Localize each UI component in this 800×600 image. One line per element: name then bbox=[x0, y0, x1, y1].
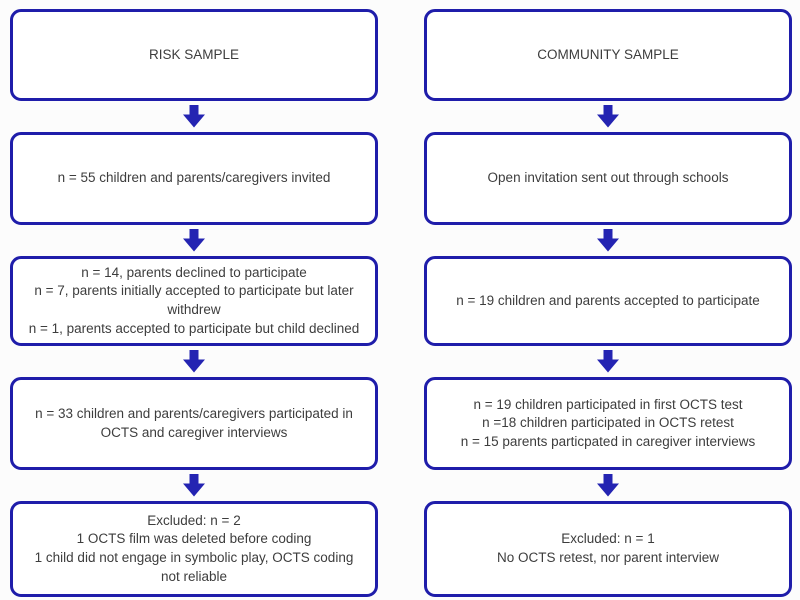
box-text-line: n = 33 children and parents/caregivers participated in OCTS and caregiver interviews bbox=[35, 405, 353, 440]
box-text-line: n = 55 children and parents/caregivers invited bbox=[57, 170, 331, 186]
box-risk-invited bbox=[10, 132, 378, 225]
box-text-line: No OCTS retest, nor parent interview bbox=[496, 550, 720, 565]
box-text-line: n = 15 parents particpated in caregiver interviews bbox=[460, 433, 756, 449]
box-text-line: n = 1, parents accepted to participate but child declined bbox=[28, 320, 360, 336]
box-text-line: 1 child did not engage in symbolic play, OCTS coding not reliable bbox=[34, 550, 354, 584]
box-text-line: 1 OCTS film was deleted before coding bbox=[76, 531, 312, 547]
box-text-line: n = 14, parents declined to participate bbox=[81, 264, 307, 280]
box-text-line: n =18 children participated in OCTS retest bbox=[482, 415, 734, 431]
box-community-invitation bbox=[424, 132, 792, 225]
box-community-accepted bbox=[424, 256, 792, 346]
box-text-line: Excluded: n = 2 bbox=[147, 512, 241, 528]
down-arrow-icon bbox=[182, 229, 206, 252]
down-arrow-icon bbox=[596, 105, 620, 128]
flow-arrow-row bbox=[182, 101, 206, 132]
box-risk-declined bbox=[10, 256, 378, 346]
down-arrow-icon bbox=[596, 229, 620, 252]
box-community-excluded bbox=[424, 501, 792, 597]
box-text-line: COMMUNITY SAMPLE bbox=[537, 46, 679, 62]
box-text-line: n = 19 children and parents accepted to participate bbox=[456, 292, 760, 308]
box-risk-title bbox=[10, 9, 378, 101]
down-arrow-icon bbox=[182, 474, 206, 497]
box-community-participated bbox=[424, 377, 792, 470]
box-risk-participated bbox=[10, 377, 378, 470]
flow-arrow-row bbox=[596, 225, 620, 256]
down-arrow-icon bbox=[182, 350, 206, 373]
down-arrow-icon bbox=[182, 105, 206, 128]
box-text-line: Open invitation sent out through schools bbox=[487, 170, 729, 186]
down-arrow-icon bbox=[596, 350, 620, 373]
down-arrow-icon bbox=[596, 474, 620, 497]
column-community-sample bbox=[424, 9, 792, 597]
flow-arrow-row bbox=[182, 225, 206, 256]
flow-arrow-row bbox=[596, 470, 620, 501]
flow-arrow-row bbox=[596, 346, 620, 377]
box-risk-excluded bbox=[10, 501, 378, 597]
box-text-line: RISK SAMPLE bbox=[148, 46, 240, 62]
flow-arrow-row bbox=[182, 346, 206, 377]
column-risk-sample bbox=[10, 9, 378, 597]
box-text-line: Excluded: n = 1 bbox=[561, 531, 655, 547]
box-text-line: n = 7, parents initially accepted to participate but later withdrew bbox=[34, 283, 354, 317]
flow-arrow-row bbox=[182, 470, 206, 501]
box-community-title bbox=[424, 9, 792, 101]
flow-arrow-row bbox=[596, 101, 620, 132]
box-text-line: n = 19 children participated in first OCTS test bbox=[473, 396, 743, 412]
